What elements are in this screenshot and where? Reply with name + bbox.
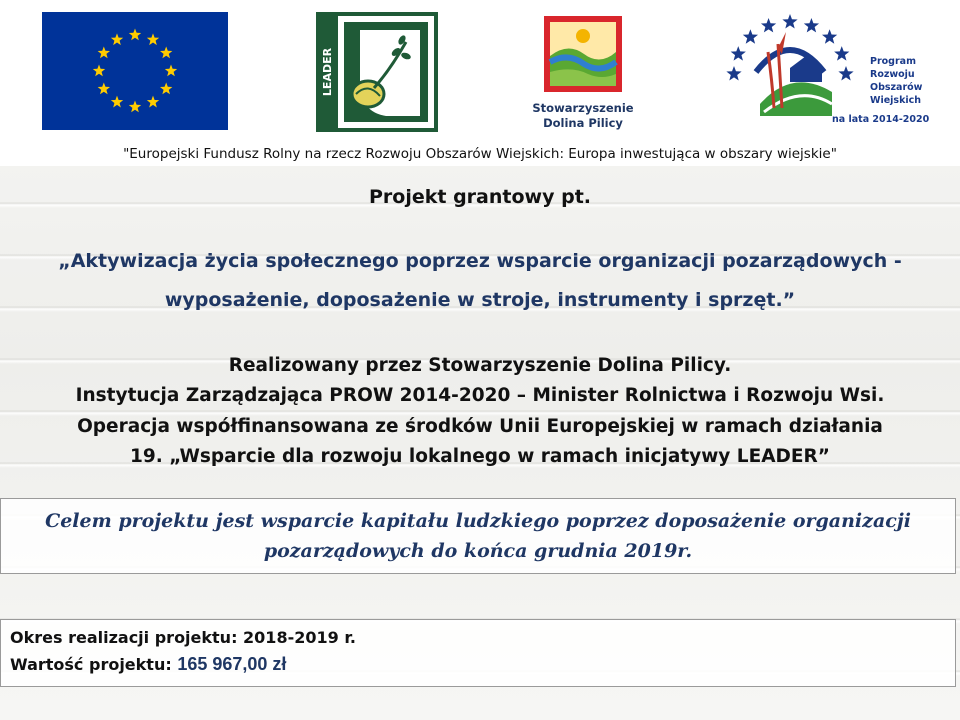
prow-star-icon [761,18,776,32]
prow-star-icon [743,29,758,43]
project-title-line-1: „Aktywizacja życia społecznego poprzez wsparcie organizacji pozarządowych - [58,250,902,272]
leader-wordmark: LEADER [321,47,334,97]
prow-star-icon [731,46,746,60]
realization-period: Okres realizacji projektu: 2018-2019 r. [10,628,356,647]
project-value-amount: 165 967,00 zł [177,654,287,674]
prow-logo-line1: Program [870,56,916,67]
project-value-row [10,651,955,678]
implementer-line: Realizowany przez Stowarzyszenie Dolina Pilicy. [228,355,732,376]
project-title-line-2: wyposażenie, doposażenie w stroje, instrumenty i sprzęt.” [164,289,796,311]
prow-star-icon [838,66,853,80]
project-heading: Projekt grantowy pt. [369,186,591,208]
goal-line-1: Celem projektu jest wsparcie kapitału ludzkiego poprzez doposażenie organizacji [45,510,911,532]
project-goal-box [0,498,956,574]
measure-line: 19. „Wsparcie dla rozwoju lokalnego w ramach inicjatywy LEADER” [130,446,830,467]
goal-line-2: pozarządowych do końca grudnia 2019r. [263,540,693,562]
prow-star-icon [726,66,741,80]
dolina-logo-line2: Dolina Pilicy [543,116,623,130]
fund-caption: "Europejski Fundusz Rolny na rzecz Rozwoju Obszarów Wiejskich: Europa inwestująca w obszary wiejskie" [0,144,960,166]
project-info-box [0,619,956,687]
prow-star-icon [834,46,849,60]
project-value-label: Wartość projektu: [10,655,178,674]
eu-flag-logo [42,12,228,130]
logo-bar [0,0,960,144]
cofinancing-line: Operacja współfinansowana ze środków Unii Europejskiej w ramach działania [77,416,883,437]
prow-star-icon [782,14,797,28]
prow-star-icon [822,29,837,43]
dolina-pilicy-logo [528,12,638,134]
managing-authority-line: Instytucja Zarządzająca PROW 2014-2020 – Minister Rolnictwa i Rozwoju Wsi. [75,385,885,406]
leader-logo [316,12,438,132]
prow-logo-line3: Obszarów [870,82,923,93]
prow-logo [720,8,930,138]
prow-logo-line2: Rozwoju [870,69,915,80]
prow-star-icon [804,18,819,32]
dolina-logo-line1: Stowarzyszenie [532,101,634,115]
prow-logo-line4: Wiejskich [870,95,922,106]
prow-logo-years: na lata 2014-2020 [832,114,930,125]
